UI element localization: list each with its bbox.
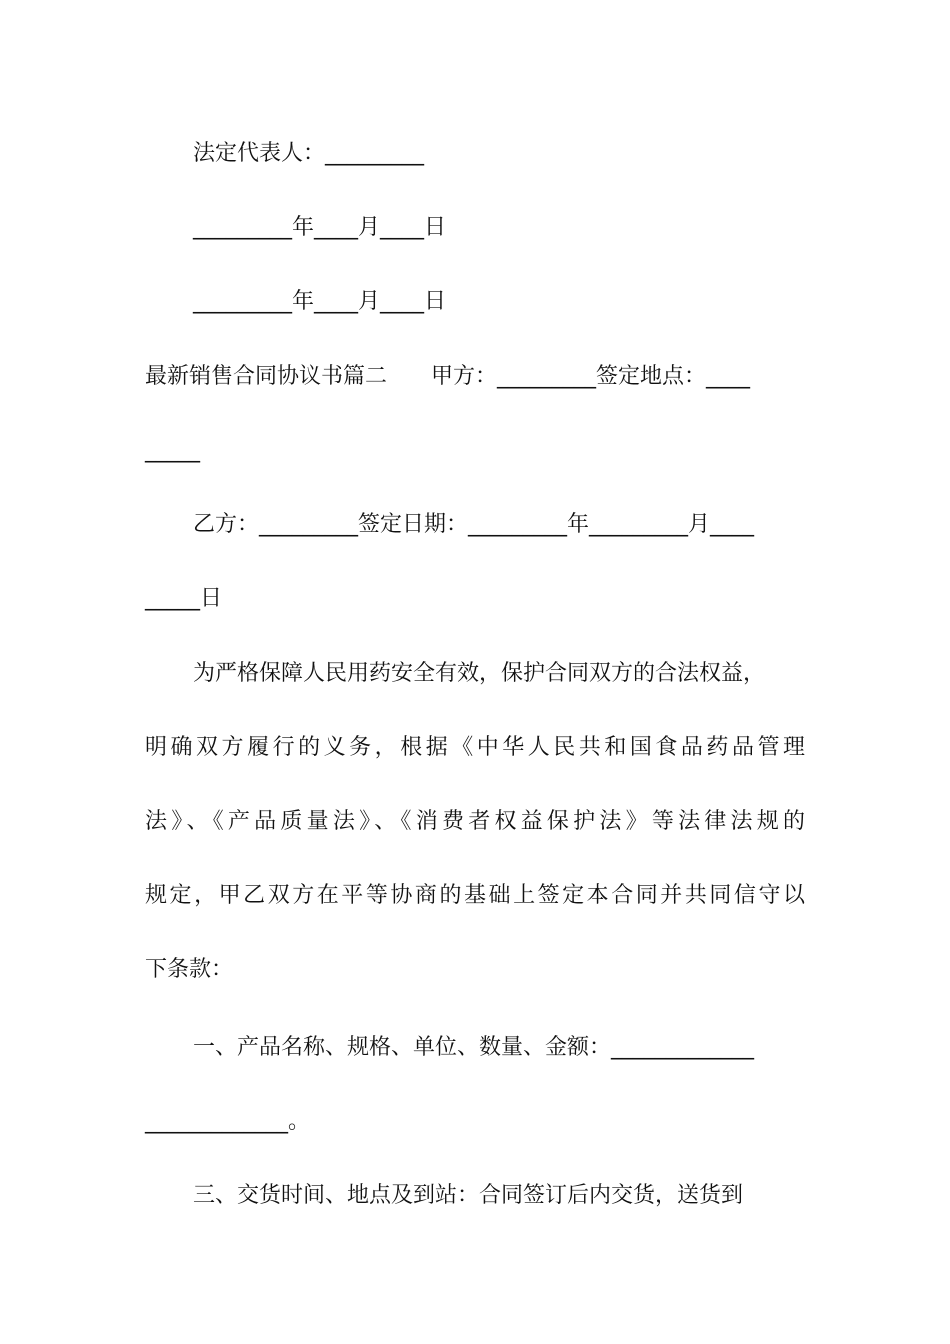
paragraph-line-2: 明确双方履行的义务，根据《中华人民共和国食品药品管理 <box>145 735 805 760</box>
date-line-2: _________年____月____日 <box>193 289 447 314</box>
clause-3-line: 三、交货时间、地点及到站：合同签订后内交货，送货到 <box>193 1183 744 1208</box>
clause-1-line: 一、产品名称、规格、单位、数量、金额：_____________ <box>193 1035 755 1060</box>
paragraph-line-5: 下条款： <box>145 957 234 982</box>
signing-place-blank: _____ <box>145 438 200 463</box>
clause-1-continuation: _____________。 <box>145 1109 311 1134</box>
day-blank-line: _____日 <box>145 586 223 611</box>
paragraph-line-1: 为严格保障人民用药安全有效，保护合同双方的合法权益， <box>193 661 766 686</box>
legal-rep-line: 法定代表人：_________ <box>193 141 425 166</box>
date-line-1: _________年____月____日 <box>193 215 447 240</box>
party-b-line: 乙方：_________签定日期：_________年_________月____ <box>193 512 755 537</box>
paragraph-line-4: 规定，甲乙双方在平等协商的基础上签定本合同并共同信守以 <box>145 883 805 908</box>
paragraph-line-3: 法》、《产品质量法》、《消费者权益保护法》等法律法规的 <box>145 809 805 834</box>
section-heading-party-a: 最新销售合同协议书篇二 甲方：_________签定地点：____ <box>145 364 751 389</box>
